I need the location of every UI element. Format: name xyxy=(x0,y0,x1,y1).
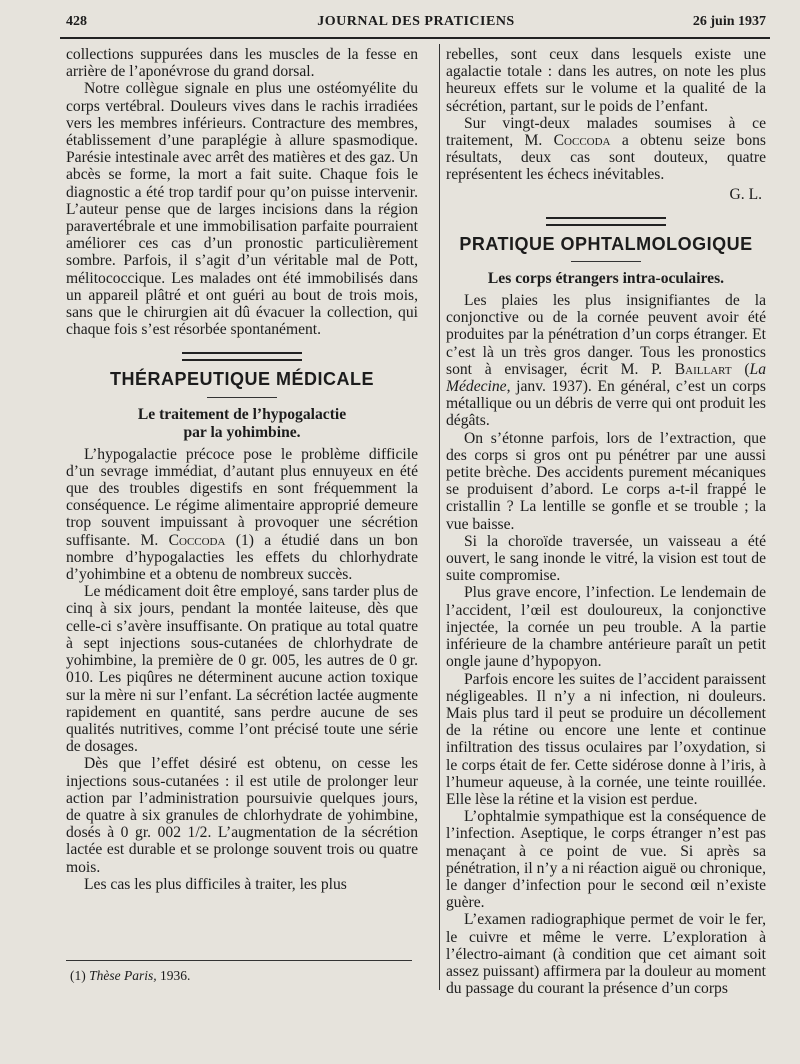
footnote-marker: (1) xyxy=(70,968,86,983)
section-title: PRATIQUE OPHTALMOLOGIQUE xyxy=(459,233,753,254)
paragraph xyxy=(66,446,418,584)
paragraph: Si la choroïde traversée, un vaisseau a été ouvert, le sang inonde le vitré, la vision est tout de suite compromise. xyxy=(446,532,766,585)
left-column xyxy=(66,46,418,893)
header-rule xyxy=(60,37,770,39)
running-header xyxy=(66,14,766,34)
text-run: Les plaies les plus insignifiantes de la conjonctive ou de la cornée peuvent avoir été produites par la pénétration d’un corps étranger. Et c’est là un très gros danger. Tous les pronostics sont à envisager, écrit M. P. xyxy=(446,292,766,378)
article-title: Les corps étrangers intra-oculaires. xyxy=(487,270,725,288)
page-number: 428 xyxy=(66,14,87,29)
journal-title: JOURNAL DES PRATICIENS xyxy=(317,14,515,29)
paragraph xyxy=(446,292,766,430)
footnote xyxy=(70,968,190,984)
author-name: Coccoda xyxy=(168,531,226,549)
author-signature: G. L. xyxy=(729,185,762,203)
publication-title: La Médecine xyxy=(446,360,766,396)
text-run: L’hypogalactie précoce pose le problème difficile d’un sevrage immédiat, d’autant plus ennuyeux en été que des troubles digestifs en sont fréquemment la conséquence. Le régime alimentaire approprié demeure trop souvent impuissant à provoquer une sécrétion suffisante. M. xyxy=(66,445,418,549)
text-run: (1) a étudié dans un bon nombre d’hypogalacties les effets du chlorhydrate d’yohimbine et a obtenu de nombreux succès. xyxy=(66,531,418,584)
paragraph: Les cas les plus difficiles à traiter, les plus xyxy=(84,875,347,893)
paragraph: Le médicament doit être employé, sans tarder plus de cinq à six jours, pendant la montée laiteuse, dès que celle-ci s’avère insuffisante. On pratique au total quatre à sept injections sous-cutanées de chlorhydrate de yohimbine, la première de 0 gr. 005, les autres de 0 gr. 010. Les piqûres ne déterminent aucune action toxique sur la mère ni sur l’enfant. La sécrétion lactée augmente rapidement en quantité, sans perdre aucune de ses qualités nutritives, comme l’ont précisé toute une série de dosages. xyxy=(66,583,418,756)
article-title-line: Le traitement de l’hypogalactie xyxy=(137,405,347,423)
text-run: , janv. 1937). En général, c’est un corps métallique ou un débris de verre qui ont produit les dégâts. xyxy=(446,378,766,430)
section-divider xyxy=(182,352,302,361)
column-divider xyxy=(439,44,440,990)
footnote-source: Thèse Paris, xyxy=(89,968,157,983)
footnote-year: 1936. xyxy=(160,968,191,983)
footnote-rule xyxy=(66,960,412,961)
paragraph: Dès que l’effet désiré est obtenu, on cesse les injections sous-cutanées : il est utile de prolonger leur action par l’administration poursuivie quelques jours, de quatre à six granules de chlorhydrate de yohimbine, dosés à 0 gr. 002 1/2. L’augmentation de la sécrétion lactée est durable et se prolonge souvent trois ou quatre mois. xyxy=(66,755,418,876)
paragraph: L’ophtalmie sympathique est la conséquence de l’infection. Aseptique, le corps étranger n’est pas menaçant à ce point de vue. Si après sa pénétration, il n’y a ni réaction aiguë ou chronique, le danger d’infection pour le second œil n’existe guère. xyxy=(446,808,766,912)
paragraph: Parfois encore les suites de l’accident paraissent négligeables. Il n’y a ni infection, ni douleurs. Mais plus tard il peut se produire un décollement de la rétine ou encore une lente et continue infiltration des tissus oculaires par l’oxydation, si le corps était de fer. Cette sidérose donne à l’iris, à l’humeur aqueuse, à la cornée, une teinte rouillée. Elle lèse la rétine et la vision est perdue. xyxy=(446,670,766,808)
article-title xyxy=(66,406,418,442)
paragraph: On s’étonne parfois, lors de l’extraction, que des corps si gros ont pu pénétrer par une aussi petite brèche. Des accidents purement mécaniques se produisent d’abord. Le corps a-t-il frappé le cristallin ? La lentille se gonfle et se trouble ; la vue baisse. xyxy=(446,429,766,533)
text-run: ( xyxy=(731,360,750,378)
paragraph: Notre collègue signale en plus une ostéomyélite du corps vertébral. Douleurs vives dans le rachis irradiées vers les membres inférieurs. Contracture des membres, établissement d’une paraplégie à allure spasmodique. Parésie intestinale avec arrêt des matières et des gaz. Un abcès se forme, la mort a fait suite. Chaque fois le diagnostic a été trop tardif pour qu’on puisse intervenir. L’auteur pense que de larges incisions dans la région paravertébrale et une immobilisation parfaite pourraient améliorer ces cas d’un pronostic particulièrement sombre. Parfois, il s’agit d’un véritable mal de Pott, mélitococcique. Les malades ont été immobilisés dans un appareil plâtré et ont guéri au bout de trois mois, sans que le chirurgien ait dû évacuer la collection, qui chaque fois s’est résorbée spontanément. xyxy=(66,80,418,339)
paragraph: Plus grave encore, l’infection. Le lendemain de l’accident, l’œil est douloureux, la conjonctive injectée, la cornée un peu trouble. A la partie inférieure de la chambre antérieure paraît un petit ongle jaune d’hypopyon. xyxy=(446,584,766,671)
paragraph: rebelles, sont ceux dans lesquels existe une agalactie totale : dans les autres, on note les plus heureux effets sur le volume et la qualité de la sécrétion, partant, sur le poids de l’enfant. xyxy=(446,46,766,115)
paragraph xyxy=(446,115,766,184)
section-title: THÉRAPEUTIQUE MÉDICALE xyxy=(109,369,374,390)
text-run: Sur vingt-deux malades soumises à ce traitement, M. xyxy=(446,114,766,150)
issue-date: 26 juin 1937 xyxy=(692,14,766,29)
paragraph: L’examen radiographique permet de voir le fer, le cuivre et même le verre. L’exploration à l’électro-aimant (à condition que cet aimant soit assez puissant) affirmera par la douleur au moment du passage du courant la présence d’un corps xyxy=(446,911,766,998)
section-divider xyxy=(546,217,666,226)
author-name: Baillart xyxy=(674,360,732,378)
paragraph: collections suppurées dans les muscles de la fesse en arrière de l’aponévrose du grand dorsal. xyxy=(66,46,418,81)
article-title-line: par la yohimbine. xyxy=(183,423,301,441)
right-column xyxy=(446,46,766,997)
text-run: a obtenu seize bons résultats, deux cas sont douteux, quatre représentent les échecs inévitables. xyxy=(446,132,766,184)
title-rule xyxy=(207,397,277,398)
title-rule xyxy=(571,261,641,262)
author-name: Coccoda xyxy=(553,132,611,150)
